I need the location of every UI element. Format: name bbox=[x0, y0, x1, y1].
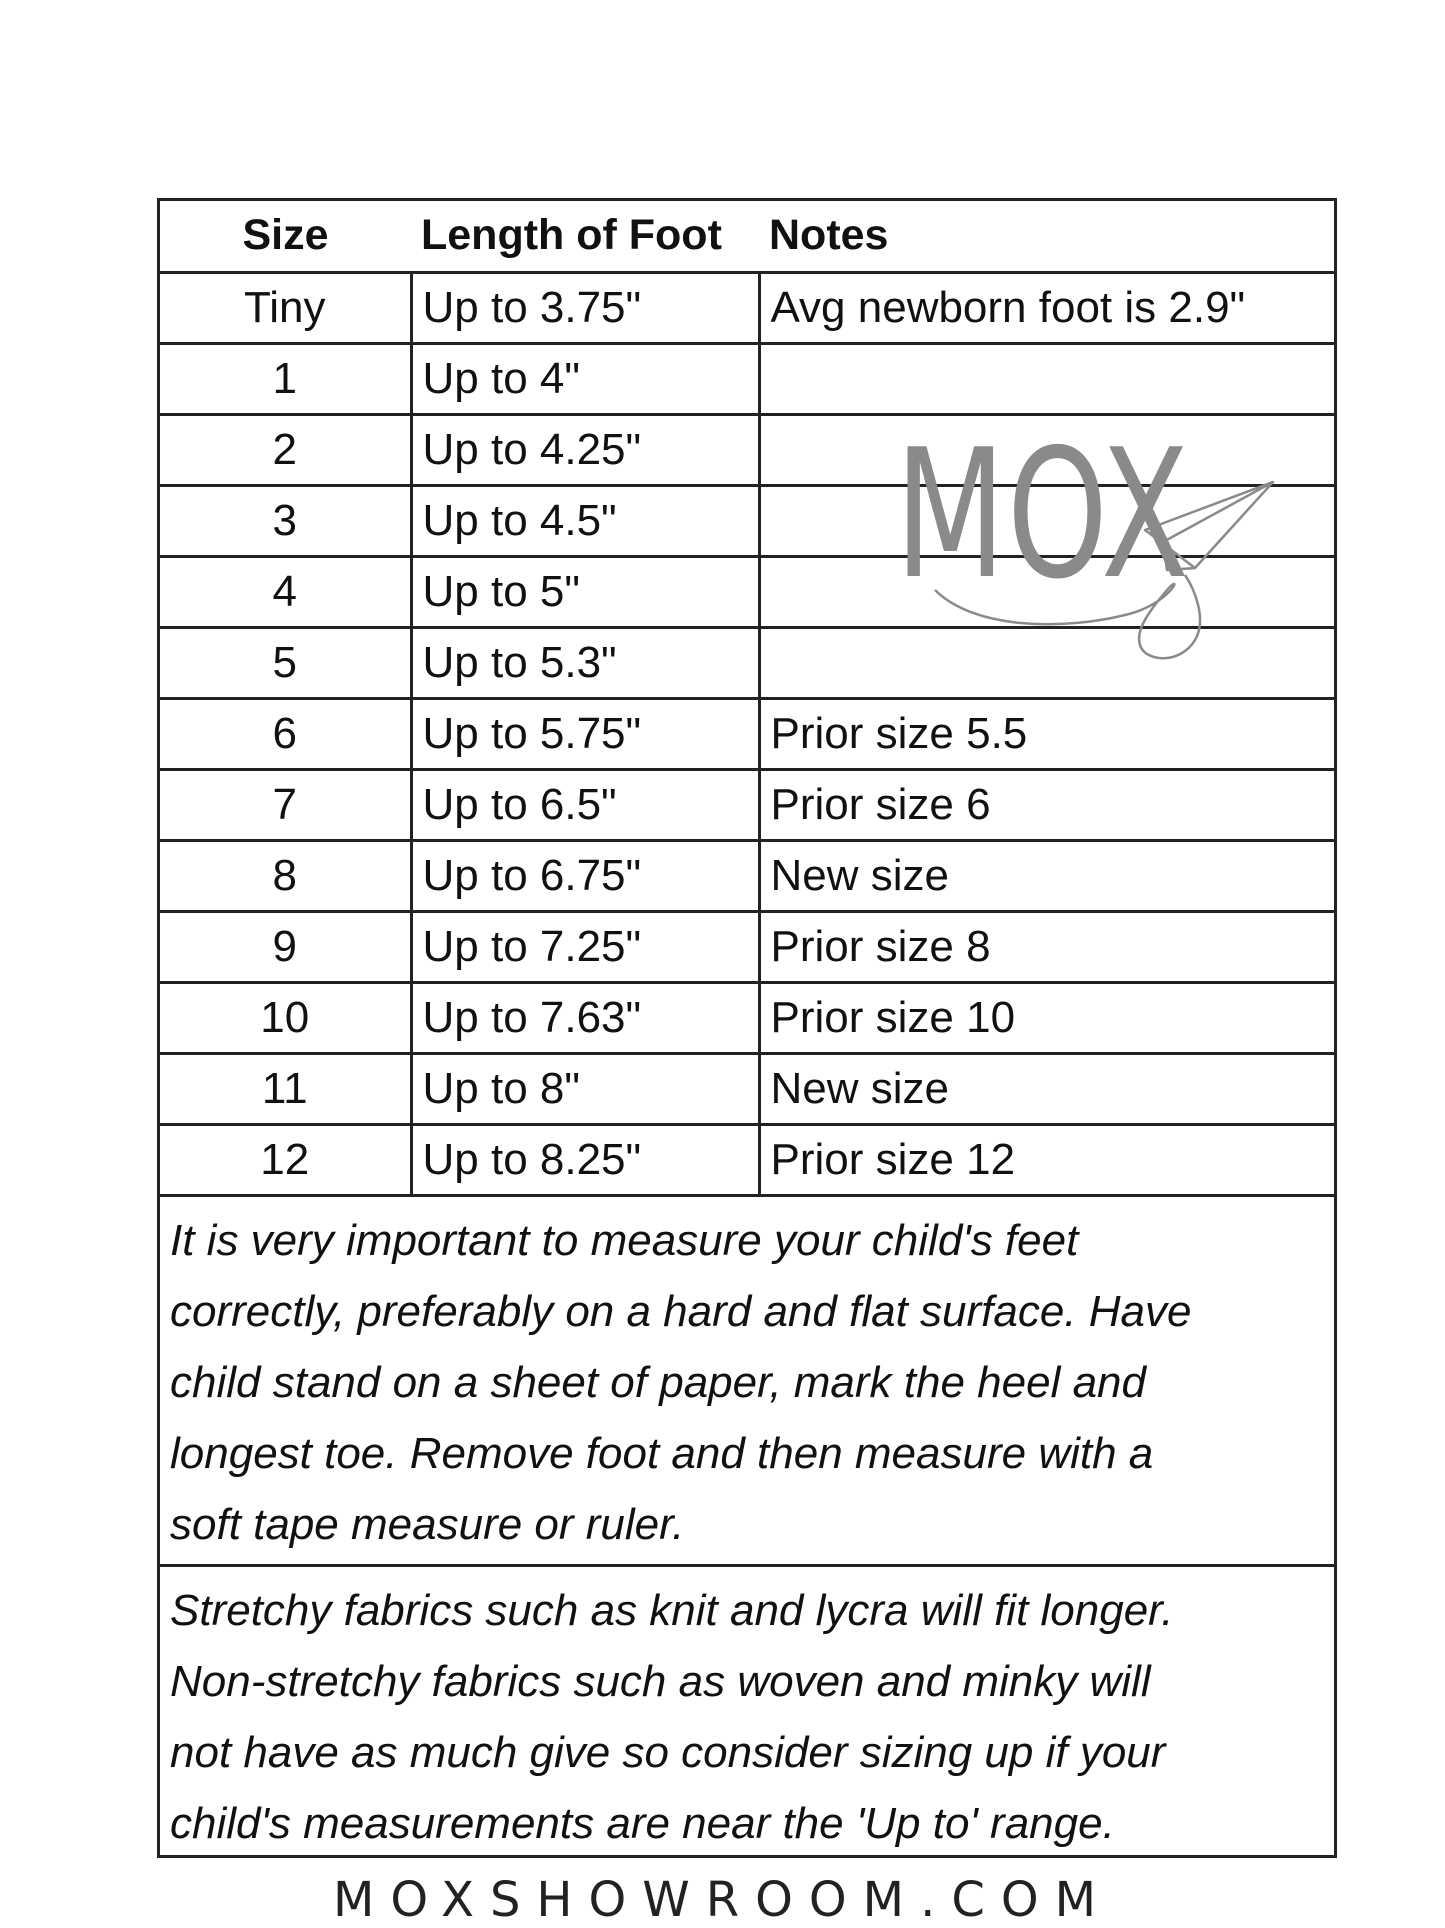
notes-cell: Prior size 10 bbox=[759, 982, 1334, 1053]
size-cell: 1 bbox=[160, 343, 411, 414]
length-cell: Up to 4" bbox=[411, 343, 759, 414]
length-cell: Up to 4.25" bbox=[411, 414, 759, 485]
size-cell: 8 bbox=[160, 840, 411, 911]
measuring-line: correctly, preferably on a hard and flat surface. Have bbox=[170, 1286, 1192, 1336]
table-row bbox=[160, 769, 1334, 840]
header-notes: Notes bbox=[759, 201, 1334, 272]
table-row bbox=[160, 343, 1334, 414]
length-cell: Up to 8.25" bbox=[411, 1124, 759, 1195]
header-size: Size bbox=[160, 201, 411, 272]
fabric-line: Non-stretchy fabrics such as woven and minky will bbox=[170, 1656, 1151, 1706]
length-cell: Up to 3.75" bbox=[411, 272, 759, 343]
table-row bbox=[160, 840, 1334, 911]
size-table bbox=[160, 201, 1334, 1197]
length-cell: Up to 4.5" bbox=[411, 485, 759, 556]
watermark-text: MOX bbox=[895, 411, 1191, 618]
measuring-line: It is very important to measure your child's feet bbox=[170, 1215, 1079, 1265]
measuring-line: soft tape measure or ruler. bbox=[170, 1499, 685, 1549]
length-cell: Up to 7.25" bbox=[411, 911, 759, 982]
size-cell: 7 bbox=[160, 769, 411, 840]
measuring-line: longest toe. Remove foot and then measure with a bbox=[170, 1428, 1154, 1478]
table-row bbox=[160, 414, 1334, 485]
length-cell: Up to 5.3" bbox=[411, 627, 759, 698]
fabric-line: child's measurements are near the 'Up to' range. bbox=[170, 1798, 1115, 1848]
length-cell: Up to 8" bbox=[411, 1053, 759, 1124]
size-cell: 5 bbox=[160, 627, 411, 698]
notes-cell: New size bbox=[759, 840, 1334, 911]
table-row bbox=[160, 556, 1334, 627]
length-cell: Up to 7.63" bbox=[411, 982, 759, 1053]
table-row bbox=[160, 1124, 1334, 1195]
table-row bbox=[160, 627, 1334, 698]
table-row bbox=[160, 1053, 1334, 1124]
notes-cell bbox=[759, 414, 1334, 485]
size-cell: 10 bbox=[160, 982, 411, 1053]
notes-cell bbox=[759, 627, 1334, 698]
size-cell: 2 bbox=[160, 414, 411, 485]
table-header-row bbox=[160, 201, 1334, 272]
size-cell: 4 bbox=[160, 556, 411, 627]
table-row bbox=[160, 698, 1334, 769]
website-url: MOXSHOWROOM.COM bbox=[332, 1872, 1113, 1928]
length-cell: Up to 6.5" bbox=[411, 769, 759, 840]
fabric-line: Stretchy fabrics such as knit and lycra will fit longer. bbox=[170, 1585, 1174, 1635]
length-cell: Up to 5" bbox=[411, 556, 759, 627]
length-cell: Up to 6.75" bbox=[411, 840, 759, 911]
measuring-instructions bbox=[160, 1197, 1334, 1567]
notes-cell bbox=[759, 343, 1334, 414]
length-cell: Up to 5.75" bbox=[411, 698, 759, 769]
notes-cell bbox=[759, 556, 1334, 627]
table-row bbox=[160, 911, 1334, 982]
measuring-line: child stand on a sheet of paper, mark the heel and bbox=[170, 1357, 1146, 1407]
size-cell: 11 bbox=[160, 1053, 411, 1124]
notes-cell: New size bbox=[759, 1053, 1334, 1124]
size-cell: 3 bbox=[160, 485, 411, 556]
notes-cell: Prior size 6 bbox=[759, 769, 1334, 840]
notes-cell: Avg newborn foot is 2.9" bbox=[759, 272, 1334, 343]
size-cell: 9 bbox=[160, 911, 411, 982]
header-length: Length of Foot bbox=[411, 201, 759, 272]
table-row bbox=[160, 982, 1334, 1053]
notes-cell bbox=[759, 485, 1334, 556]
table-row bbox=[160, 485, 1334, 556]
size-cell: Tiny bbox=[160, 272, 411, 343]
notes-cell: Prior size 8 bbox=[759, 911, 1334, 982]
fabric-note bbox=[160, 1567, 1334, 1869]
size-chart bbox=[157, 198, 1337, 1858]
notes-cell: Prior size 12 bbox=[759, 1124, 1334, 1195]
notes-cell: Prior size 5.5 bbox=[759, 698, 1334, 769]
size-cell: 6 bbox=[160, 698, 411, 769]
fabric-line: not have as much give so consider sizing up if your bbox=[170, 1727, 1166, 1777]
size-cell: 12 bbox=[160, 1124, 411, 1195]
table-row bbox=[160, 272, 1334, 343]
